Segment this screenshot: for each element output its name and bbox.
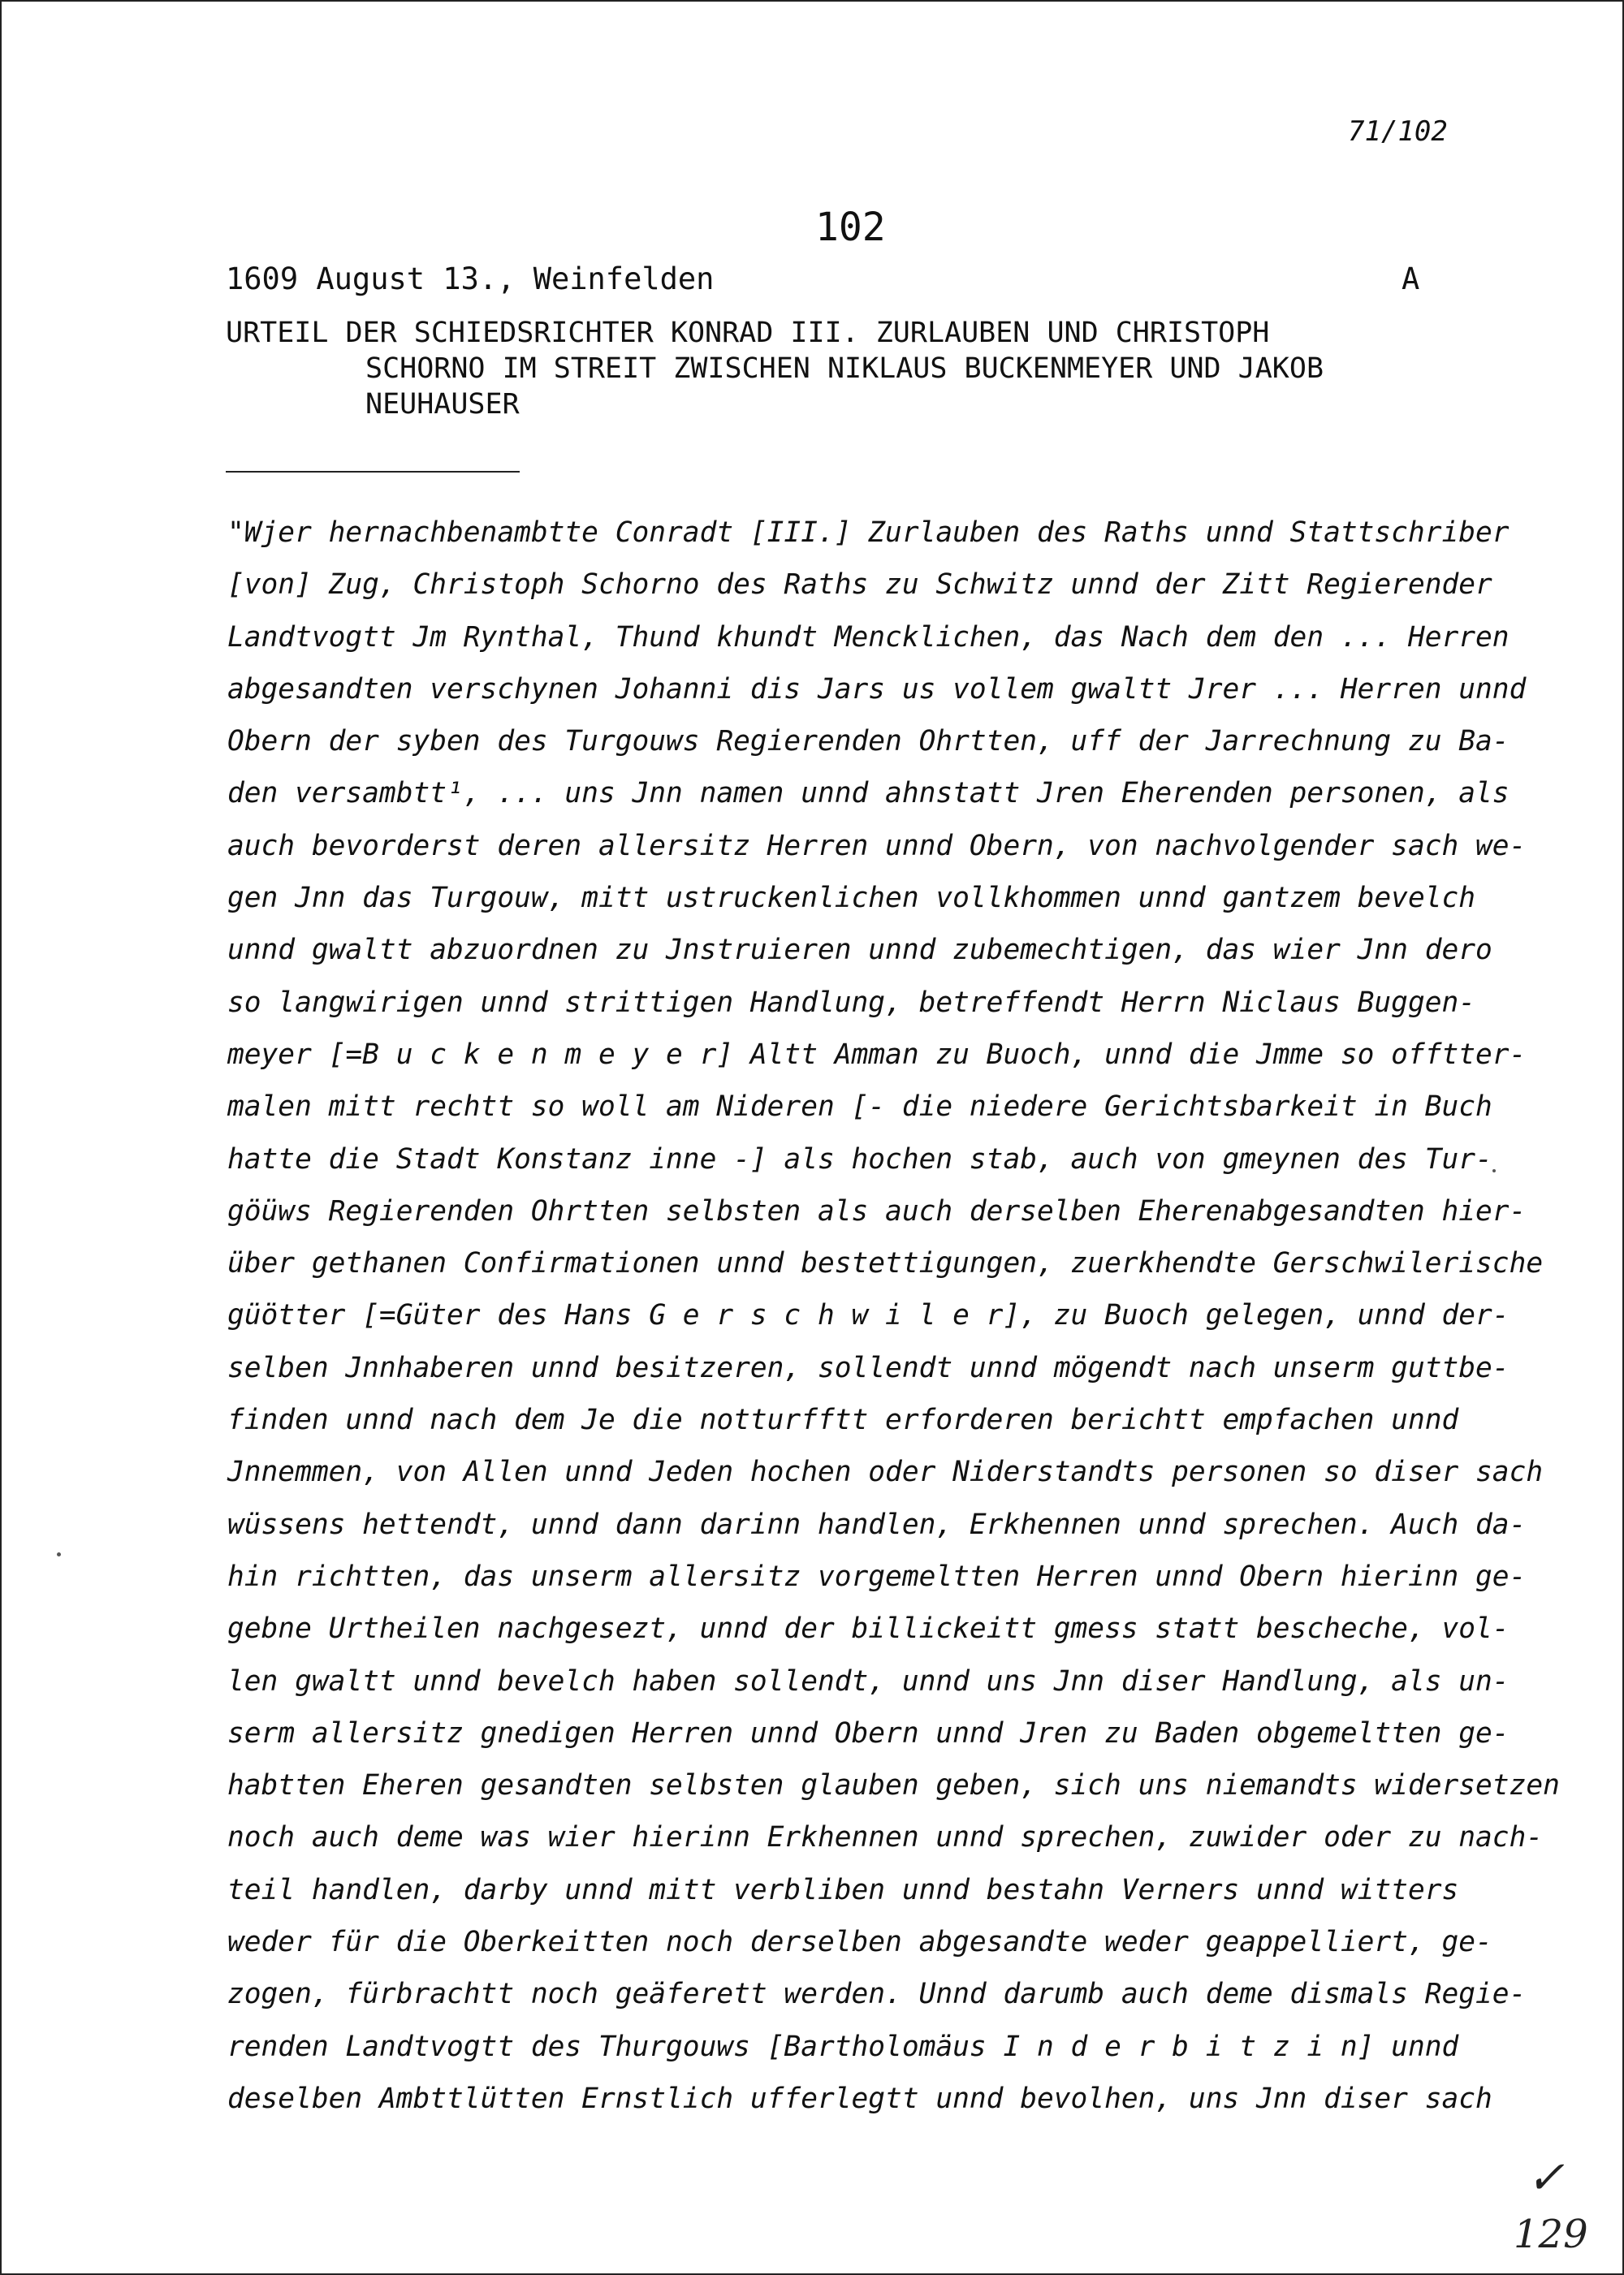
body-line: hatte die Stadt Konstanz inne -] als hochen stab, auch von gmeynen des Tur- [227,1142,1492,1176]
version-letter: A [1402,261,1420,296]
heading-line: URTEIL DER SCHIEDSRICHTER KONRAD III. ZURLAUBEN UND CHRISTOPH [226,317,1270,349]
body-line: malen mitt rechtt so woll am Nideren [- die niedere Gerichtsbarkeit in Buch [227,1090,1492,1124]
body-line: len gwaltt unnd bevelch haben sollendt, unnd uns Jnn diser Handlung, als un- [227,1664,1510,1698]
body-line: auch bevorderst deren allersitz Herren unnd Obern, von nachvolgender sach we- [227,829,1527,862]
body-line: "Wjer hernachbenambtte Conradt [III.] Zurlauben des Raths unnd Stattschriber [227,516,1510,549]
heading-separator [226,471,520,473]
document-body [227,507,1560,2125]
body-line: Obern der syben des Turgouws Regierenden Ohrtten, uff der Jarrechnung zu Ba- [227,725,1510,758]
margin-dot [57,1552,61,1556]
document-heading [226,315,1492,422]
body-line: hin richtten, das unserm allersitz vorgemeltten Herren unnd Obern hierinn ge- [227,1560,1527,1593]
body-line: abgesandten verschynen Johanni dis Jars us vollem gwaltt Jrer ... Herren unnd [227,672,1527,706]
body-line: zogen, fürbrachtt noch geäferett werden. Unnd darumb auch deme dismals Regie- [227,1978,1527,2011]
body-line: gen Jnn das Turgouw, mitt ustruckenlichen vollkhommen unnd gantzem bevelch [227,882,1476,915]
body-line: meyer [=B u c k e n m e y e r] Altt Amman zu Buoch, unnd die Jmme so offtter- [227,1038,1527,1071]
document-number: 102 [815,205,886,250]
body-line: über gethanen Confirmationen unnd bestettigungen, zuerkhendte Gerschwilerische [227,1247,1544,1280]
body-line: göüws Regierenden Ohrtten selbsten als auch derselben Eherenabgesandten hier- [227,1194,1527,1228]
handwritten-checkmark: ✓ [1527,2152,1565,2204]
heading-line: SCHORNO IM STREIT ZWISCHEN NIKLAUS BUCKENMEYER UND JAKOB [365,352,1324,385]
body-line: deselben Ambttlütten Ernstlich ufferlegtt unnd bevolhen, uns Jnn diser sach [227,2082,1492,2115]
body-line: teil handlen, darby unnd mitt verbliben unnd bestahn Verners unnd witters [227,1873,1459,1906]
body-line: finden unnd nach dem Je die notturfftt erforderen berichtt empfachen unnd [227,1404,1459,1437]
body-line: Jnnemmen, von Allen unnd Jeden hochen oder Niderstandts personen so diser sach [227,1456,1544,1489]
reference-number: 71/102 [1348,115,1448,148]
body-line: wüssens hettendt, unnd dann darinn handlen, Erkhennen unnd sprechen. Auch da- [227,1508,1527,1541]
body-line: renden Landtvogtt des Thurgouws [Bartholomäus I n d e r b i t z i n] unnd [227,2030,1459,2063]
body-line: serm allersitz gnedigen Herren unnd Obern unnd Jren zu Baden obgemeltten ge- [227,1716,1510,1750]
body-line: güötter [=Güter des Hans G e r s c h w i l e r], zu Buoch gelegen, unnd der- [227,1299,1510,1332]
body-line: Landtvogtt Jm Rynthal, Thund khundt Mencklichen, das Nach dem den ... Herren [227,620,1510,654]
body-line: weder für die Oberkeitten noch derselben abgesandte weder geappelliert, ge- [227,1926,1492,1959]
body-line: den versambtt¹, ... uns Jnn namen unnd ahnstatt Jren Eherenden personen, als [227,777,1510,810]
body-line: habtten Eheren gesandten selbsten glauben geben, sich uns niemandts widersetzen [227,1769,1560,1802]
body-line: selben Jnnhaberen unnd besitzeren, sollendt unnd mögendt nach unserm guttbe- [227,1351,1510,1384]
date-place: 1609 August 13., Weinfelden [226,261,715,296]
body-line: unnd gwaltt abzuordnen zu Jnstruieren unnd zubemechtigen, das wier Jnn dero [227,934,1492,967]
body-line: noch auch deme was wier hierinn Erkhennen unnd sprechen, zuwider oder zu nach- [227,1821,1544,1854]
handwritten-folio-number: 129 [1514,2212,1588,2257]
body-line: so langwirigen unnd strittigen Handlung, betreffendt Herrn Niclaus Buggen- [227,986,1476,1019]
margin-dot [1492,1169,1496,1172]
body-line: gebne Urtheilen nachgesezt, unnd der billickeitt gmess statt bescheche, vol- [227,1612,1510,1646]
heading-line: NEUHAUSER [365,388,520,421]
body-line: [von] Zug, Christoph Schorno des Raths zu Schwitz unnd der Zitt Regierender [227,568,1492,602]
